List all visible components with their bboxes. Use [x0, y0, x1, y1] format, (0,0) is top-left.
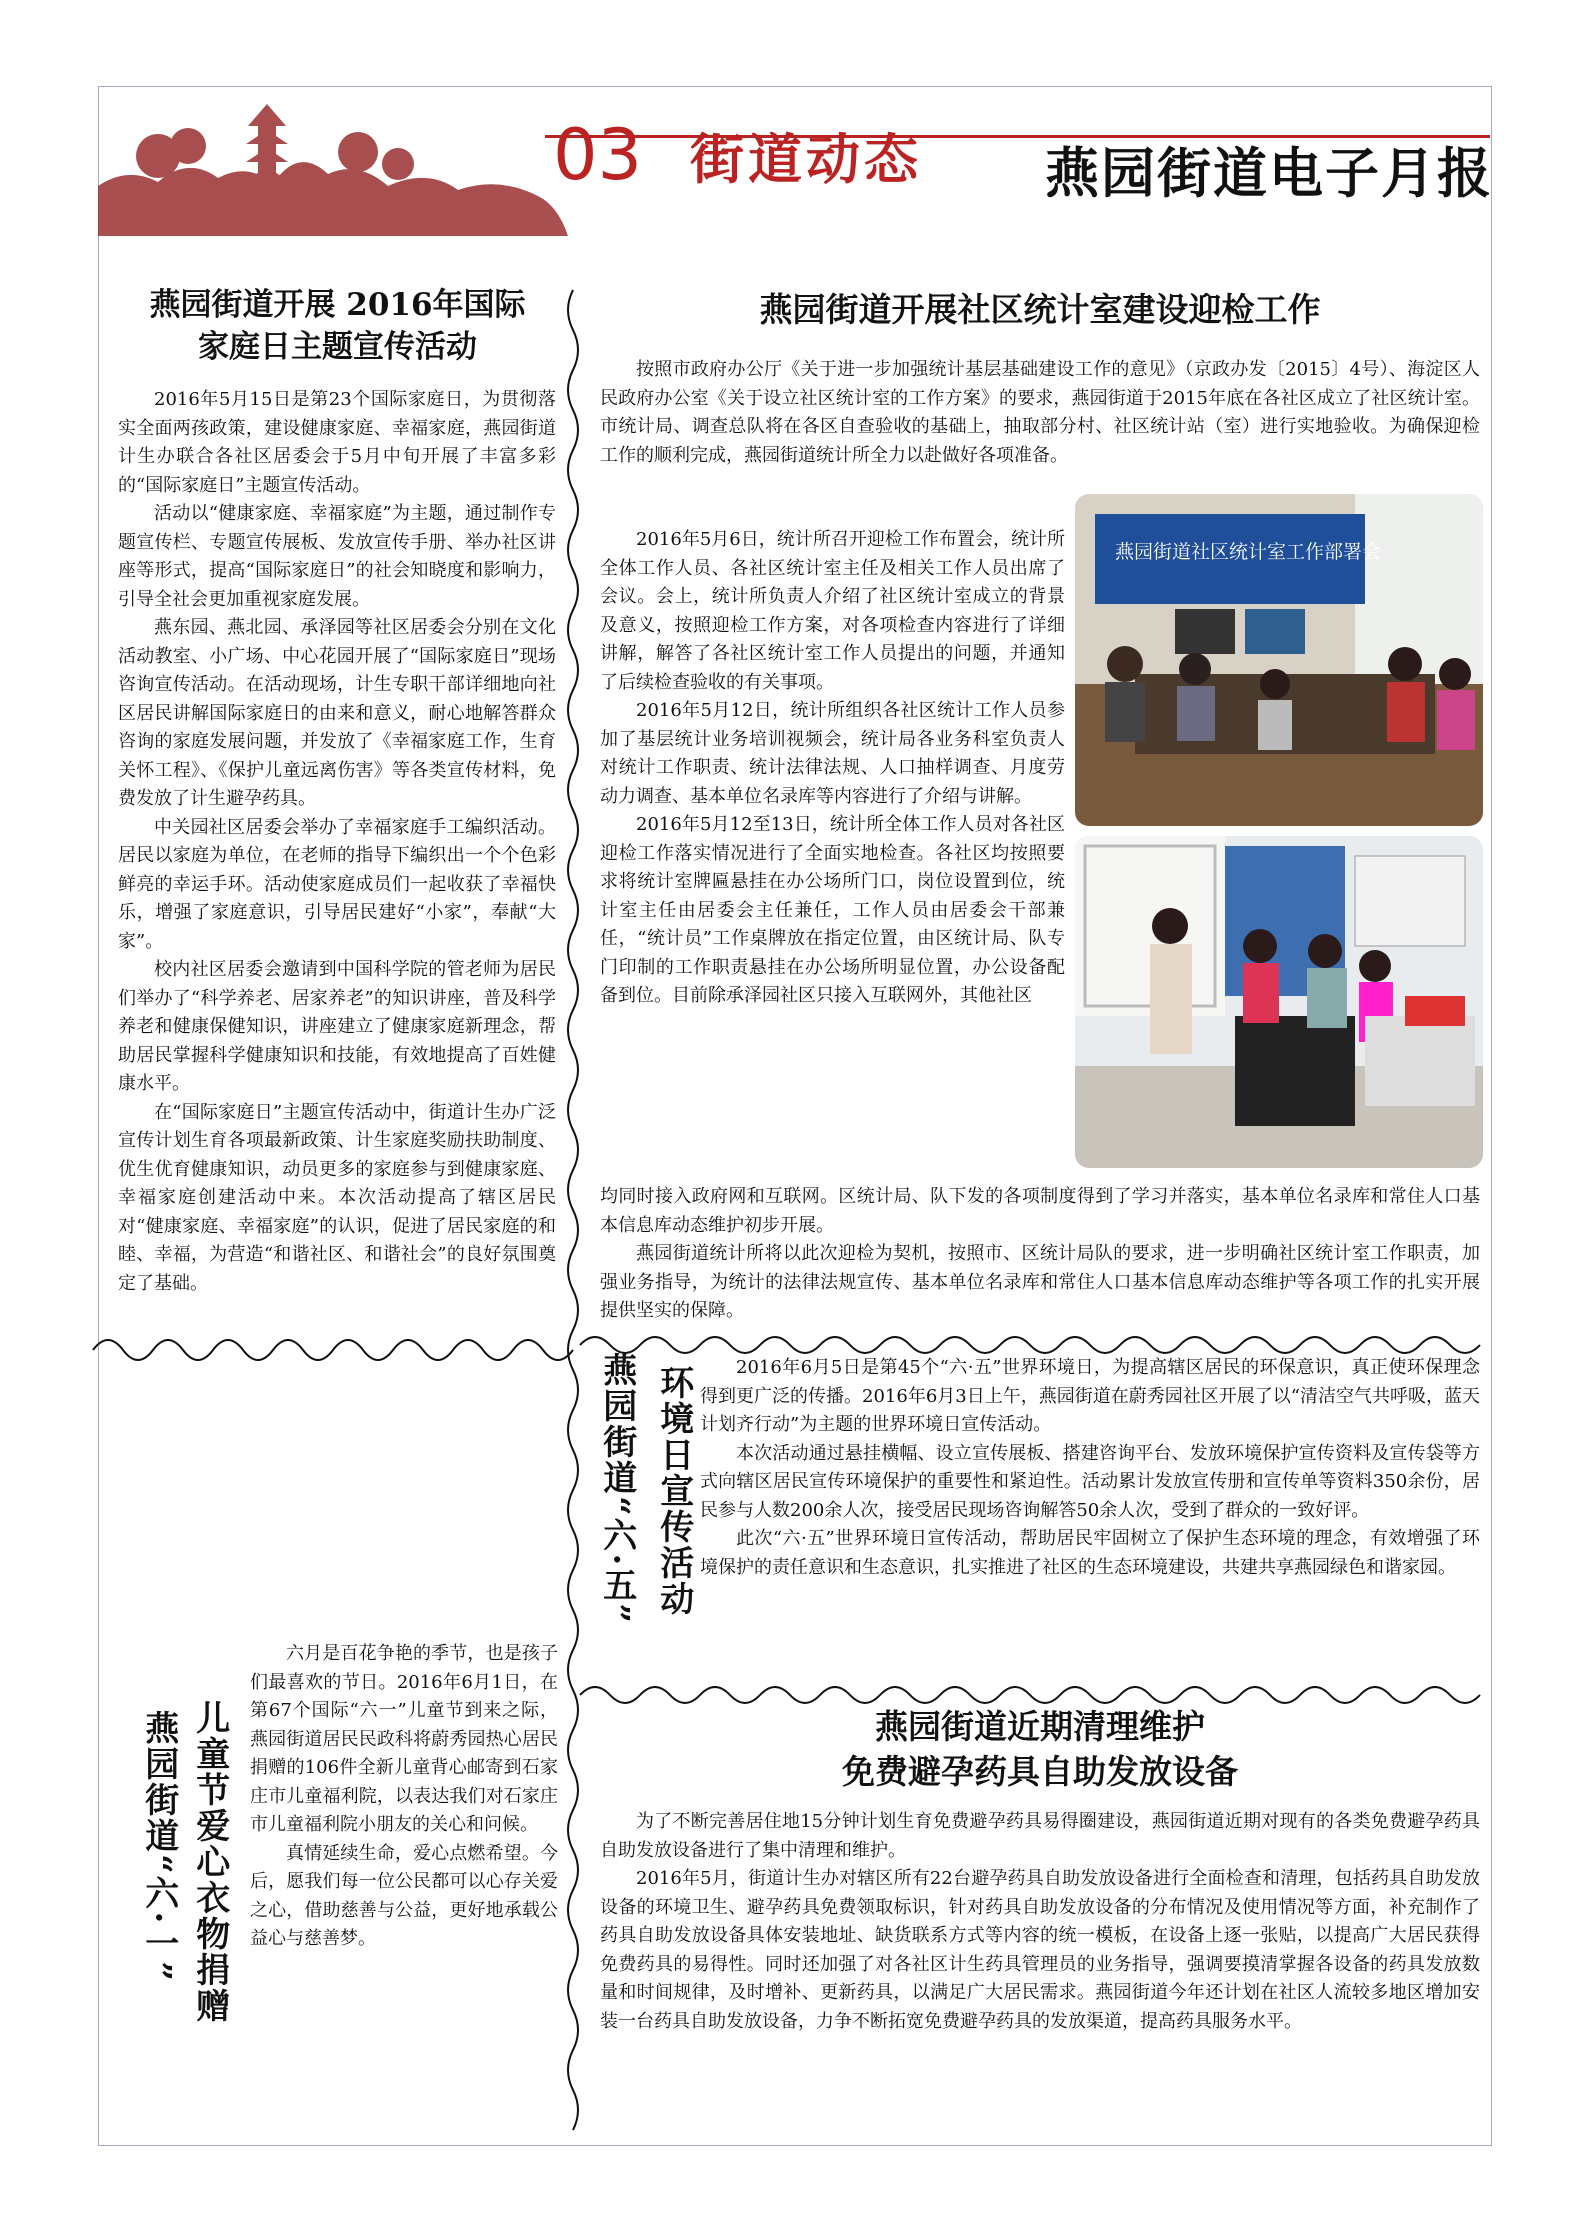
- article5-title-line1: 燕园街道近期清理维护: [875, 1707, 1205, 1746]
- article1-paragraph: 在“国际家庭日”主题宣传活动中，街道计生办广泛宣传计划生育各项最新政策、计生家庭奖励扶助制度、优生优育健康知识，动员更多的家庭参与到健康家庭、幸福家庭创建活动中来。本次活动提高了辖区居民对“健康家庭、幸福家庭”的认识，促进了居民家庭的和睦、幸福，为营造“和谐社区、和谐社会”的良好氛围奠定了基础。: [118, 1101, 556, 1294]
- article2-paragraph: 2016年5月6日，统计所召开迎检工作布置会，统计所全体工作人员、各社区统计室主任及相关工作人员出席了会议。会上，统计所负责人介绍了社区统计室成立的背景及意义，按照迎检工作方案，对各项检查内容进行了详细讲解，解答了各社区统计室工作人员提出的问题，并通知了后续检查验收的有关事项。: [600, 529, 1065, 693]
- article2-paragraph: 2016年5月12至13日，统计所全体工作人员对各社区迎检工作落实情况进行了全面实地检查。各社区均按照要求将统计室牌匾悬挂在办公场所门口，岗位设置到位，统计室主任由居委会主任兼任，工作人员由居委会干部兼任，“统计员”工作桌牌放在指定位置，由区统计局、队专门印制的工作职责悬挂在办公场所明显位置，办公设备配备到位。目前除承泽园社区只接入互联网外，其他社区: [600, 814, 1065, 1006]
- article5-paragraph: 2016年5月，街道计生办对辖区所有22台避孕药具自助发放设备进行全面检查和清理，包括药具自助发放设备的环境卫生、避孕药具免费领取标识，针对药具自助发放设备的分布情况及使用情况等方面，补充制作了药具自助发放设备具体安装地址、缺货联系方式等内容的统一模板，在设备上逐一张贴，以提高广大居民获得免费药具的易得性。同时还加强了对各社区计生药具管理员的业务指导，强调要摸清掌握各设备的药具发放数量和时间规律，及时增补、更新药具，以满足广大居民需求。燕园街道今年还计划在社区人流较多地区增加安装一台药具自助发放设备，力争不断拓宽免费避孕药具的发放渠道，提高药具服务水平。: [600, 1868, 1480, 2032]
- article2-intro: [600, 356, 1480, 470]
- article1-paragraph: 燕东园、燕北园、承泽园等社区居委会分别在文化活动教室、小广场、中心花园开展了“国际家庭日”现场咨询宣传活动。在活动现场，计生专职干部详细地向社区居民讲解国际家庭日的由来和意义，耐心地解答群众咨询的家庭发展问题，并发放了《幸福家庭工作，生育关怀工程》、《保护儿童远离伤害》等各类宣传材料，免费发放了计生避孕药具。: [118, 617, 556, 809]
- article1-paragraph: 校内社区居委会邀请到中国科学院的管老师为居民们举办了“科学养老、居家养老”的知识讲座，普及科学养老和健康保健知识，讲座建立了健康家庭新理念，帮助居民掌握科学健康知识和技能，有效地提高了百姓健康水平。: [118, 959, 556, 1094]
- article4-title-col1: 燕园街道“六·一”: [138, 1710, 179, 1983]
- article4-paragraph: 六月是百花争艳的季节，也是孩子们最喜欢的节日。2016年6月1日，在第67个国际“六一”儿童节到来之际，燕园街道居民民政科将蔚秀园热心居民捐赠的106件全新儿童背心邮寄到石家庄市儿童福利院，以表达我们对石家庄市儿童福利院小朋友的关心和问候。: [250, 1643, 558, 1835]
- article3-body: [700, 1354, 1480, 1582]
- article2-paragraph-cont: 均同时接入政府网和互联网。区统计局、队下发的各项制度得到了学习并落实，基本单位名录库和常住人口基本信息库动态维护初步开展。: [600, 1186, 1480, 1236]
- article1-title: [110, 285, 565, 369]
- article3-paragraph: 2016年6月5日是第45个“六·五”世界环境日，为提高辖区居民的环保意识，真正使环保理念得到更广泛的传播。2016年6月3日上午，燕园街道在蔚秀园社区开展了以“清洁空气共呼吸，蓝天计划齐行动”为主题的世界环境日宣传活动。: [700, 1357, 1480, 1435]
- article1-body: [118, 386, 556, 1298]
- meeting-photo: [1075, 494, 1483, 826]
- article3-paragraph: 此次“六·五”世界环境日宣传活动，帮助居民牢固树立了保护生态环境的理念，有效增强了环境保护的责任意识和生态意识，扎实推进了社区的生态环境建设，共建共享燕园绿色和谐家园。: [700, 1528, 1480, 1578]
- article2-intro-text: 按照市政府办公厅《关于进一步加强统计基层基础建设工作的意见》（京政办发〔2015〕4号）、海淀区人民政府办公室《关于设立社区统计室的工作方案》的要求，燕园街道于2015年底在各社区成立了社区统计室。市统计局、调查总队将在各区自查验收的基础上，抽取部分村、社区统计站（室）进行实地验收。为确保迎检工作的顺利完成，燕园街道统计所全力以赴做好各项准备。: [600, 359, 1480, 466]
- meeting-photo-art: [1075, 494, 1483, 826]
- article1-paragraph: 中关园社区居委会举办了幸福家庭手工编织活动。居民以家庭为单位，在老师的指导下编织出一个个色彩鲜亮的幸运手环。活动使家庭成员们一起收获了幸福快乐，增强了家庭意识，引导居民建好“小家”，奉献“大家”。: [118, 816, 556, 952]
- article1-paragraph: 2016年5月15日是第23个国际家庭日，为贯彻落实全面两孩政策，建设健康家庭、幸福家庭，燕园街道计生办联合各社区居委会于5月中旬开展了丰富多彩的“国际家庭日”主题宣传活动。: [118, 389, 556, 496]
- article1-paragraph: 活动以“健康家庭、幸福家庭”为主题，通过制作专题宣传栏、专题宣传展板、发放宣传手册、举办社区讲座等形式，提高“国际家庭日”的社会知晓度和影响力，引导全社会更加重视家庭发展。: [118, 503, 556, 610]
- section-title: 街道动态: [690, 127, 922, 191]
- article4-title-col2: 儿童节爱心衣物捐赠: [189, 1700, 230, 2024]
- office-photo-art: [1075, 836, 1483, 1168]
- article3-paragraph: 本次活动通过悬挂横幅、设立宣传展板、搭建咨询平台、发放环境保护宣传资料及宣传袋等方式向辖区居民宣传环境保护的重要性和紧迫性。活动累计发放宣传册和宣传单等资料350余份，居民参与人数200余人次，接受居民现场咨询解答50余人次，受到了群众的一致好评。: [700, 1442, 1480, 1521]
- article2-paragraph: 燕园街道统计所将以此次迎检为契机，按照市、区统计局队的要求，进一步明确社区统计室工作职责，加强业务指导，为统计的法律法规宣传、基本单位名录库和常住人口基本信息库动态维护等各项工作的扎实开展提供坚实的保障。: [600, 1243, 1480, 1321]
- article1-title-line1: 燕园街道开展 2016年国际: [149, 287, 526, 323]
- article5-paragraph: 为了不断完善居住地15分钟计划生育免费避孕药具易得圈建设，燕园街道近期对现有的各类免费避孕药具自助发放设备进行了集中清理和维护。: [600, 1811, 1480, 1861]
- issue-number: 03: [553, 114, 643, 196]
- article5-body: [600, 1808, 1480, 2036]
- article3-title-col1: 燕园街道“六·五”: [596, 1352, 637, 1625]
- publication-title: 燕园街道电子月报: [1045, 141, 1493, 205]
- article2-body-bottom: [600, 1183, 1480, 1326]
- article4-body: [250, 1640, 558, 1954]
- article1-title-line2: 家庭日主题宣传活动: [198, 328, 477, 365]
- meeting-banner-text: 燕园街道社区统计室工作部署会: [1115, 541, 1382, 563]
- article5-title: [600, 1705, 1480, 1794]
- office-inspection-photo: [1075, 836, 1483, 1168]
- article2-paragraph: 2016年5月12日，统计所组织各社区统计工作人员参加了基层统计业务培训视频会，统计局各业务科室负责人对统计工作职责、统计法律法规、人口抽样调查、月度劳动力调查、基本单位名录库等内容进行了介绍与讲解。: [600, 700, 1065, 807]
- article4-paragraph: 真情延续生命，爱心点燃希望。今后，愿我们每一位公民都可以心存关爱之心，借助慈善与公益，更好地承载公益心与慈善梦。: [250, 1842, 558, 1949]
- article3-title-col2: 环境日宣传活动: [653, 1365, 694, 1617]
- article2-title: 燕园街道开展社区统计室建设迎检工作: [759, 290, 1321, 329]
- article5-title-line2: 免费避孕药具自助发放设备: [842, 1751, 1238, 1791]
- article2-body-left: [600, 526, 1065, 1011]
